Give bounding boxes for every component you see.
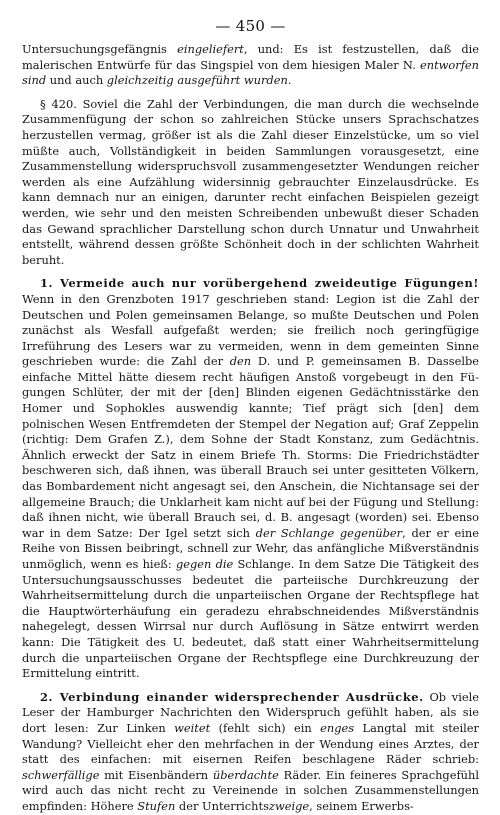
- text-run: Langtal mit steiler Wandung? Vielleicht eher den mehrfachen in der Wendung eines Arztes, der statt des einfachen: mit eisernen Reifen beschlagene Räder schrieb:: [22, 720, 479, 767]
- emphasized-text: zweige: [268, 798, 310, 813]
- text-run: Schlange. In dem Satze Die Tätigkeit des Untersuchungsausschusses bedeutet die parteiische Durchkreuzung der Wahrheitsermittelung durch die unparteiischen Organe der Rechtspflege hat die Hauptwörterhäufung ein geradezu ehrabschneidendes Mißverständnis nahegelegt, dessen Wirrsal nur durch Auflösung in Sätze entwirrt werden kann: Die Tätigkeit des U. bedeutet, daß statt einer Wahrheitsermittelung durch die unparteiischen Organe der Rechtspflege eine Durchkreuzung der Ermittelung eintritt.: [22, 557, 479, 681]
- text-body: [22, 42, 479, 815]
- page-number: — 450 —: [215, 17, 286, 35]
- text-run: Ob viele Leser der Hamburger Nachrichten den Widerspruch gefühlt haben, als sie dort lesen: Zur Linken: [22, 689, 480, 735]
- text-run: § 420. Soviel die Zahl der Verbindungen, die man durch die wechselnde Zusammenfügung der schon so zahlreichen Stücke unsers Sprachschatzes herzustellen vermag, größer ist als die Zahl dieser Einzelstücke, um so viel müßte auch, Vollständigkeit in beiden Sammlungen vorausgesetzt, eine Zusammenstellung widerspruchsvoll zusammengesetzter Wendungen reicher werden als eine Aufzählung widersinnig gebrauchter Einzelausdrücke. Es kann demnach nur an einigen, darunter recht einfachen Beispielen gezeigt werden, wie sehr und den meisten Schreibenden unbewußt dieser Schaden das Gewand sprachlicher Darstellung schon durch Unnatur und Unwahrheit entstellt, während dessen größte Schönheit doch in der schlichten Wahrheit beruht.: [22, 96, 479, 267]
- emphasized-text: überdachte: [212, 767, 279, 782]
- text-run: , der er eine Reihe von Bissen beibringt, schnell zur Wehr, das anfängliche Mißverständnis unmöglich, wenn es hieß:: [22, 525, 479, 571]
- rule-heading: 1. Vermeide auch nur vorübergehend zweideutige Fügungen!: [40, 276, 479, 291]
- paragraph-rule-2: [22, 690, 479, 815]
- rule-heading: 2. Verbindung einander widersprechender Ausdrücke.: [40, 689, 424, 704]
- emphasized-text: Stufen: [137, 798, 176, 813]
- paragraph-section-420: [22, 97, 479, 269]
- paragraph-rule-1: [22, 276, 479, 681]
- emphasized-text: schwerfällige: [22, 767, 100, 782]
- emphasized-text: der Schlange gegenüber: [255, 525, 403, 540]
- text-run: Wenn in den Grenzboten 1917 geschrieben stand: Legion ist die Zahl der Deutschen und Polen gemeinsamen Belange, so mußte Deutschen und Polen zunächst als Wesfall aufgefaßt werden; sie freilich noch geringfügige Irreführung des Lesers war zu vermeiden, wenn in dem gemeinten Sinne geschrieben wurde: die Zahl der: [22, 291, 479, 369]
- emphasized-text: gleichzeitig ausgeführt wurden: [106, 73, 288, 88]
- emphasized-text: enges: [320, 720, 355, 735]
- text-run: und auch: [46, 73, 107, 88]
- text-run: Untersuchungsgefängnis: [22, 42, 178, 56]
- text-run: (fehlt sich) ein: [210, 720, 321, 735]
- text-run: .: [287, 73, 292, 88]
- text-run: Räder. Ein feineres Sprachgefühl wird auch das nicht recht zu Vereinende in solchen Zusammenstellungen empfinden: Höhere: [22, 767, 479, 813]
- emphasized-text: den: [229, 354, 252, 369]
- emphasized-text: entworfen sind: [22, 57, 479, 88]
- emphasized-text: eingeliefert: [177, 42, 244, 56]
- paragraph-continuation: [22, 42, 479, 89]
- text-run: mit Eisenbändern: [99, 767, 213, 782]
- text-run: D. und P. gemeinsamen B. Dasselbe einfache Mittel hätte diesem recht häufigen Anstoß vorgebeugt in den Fügungen Schlüter, der mit der [den] Blinden eigenen Gedächtnisstärke den Homer und Sophokles auswendig kannte; Tief prägt sich [den] dem polnischen Wesen Entfremdeten der Stempel der Negation auf; Graf Zeppelin (richtig: Dem Grafen Z.), dem Sohne der Stadt Konstanz, zum Gedächtnis. Ähnlich erweckt der Satz in einem Briefe Th. Storms: Die Friedrichstädter beschweren sich, daß ihnen, was überall Brauch sei unter gesitteten Völkern, das Bombardement nicht angesagt sei, den Anschein, die Nichtansage sei der allgemeine Brauch; die Unklarheit kam nicht auf bei der Fügung und Stellung: daß ihnen nicht, wie überall Brauch sei, d. B. angesagt (worden) sei. Ebenso war in dem Satze: Der Igel setzt sich: [22, 354, 479, 540]
- emphasized-text: gegen die: [175, 557, 234, 571]
- text-run: der Unterrichts: [175, 798, 269, 813]
- text-run: , seinem Erwerbs-: [309, 798, 414, 813]
- text-run: , und: Es ist festzustellen, daß die malerischen Entwürfe für das Singspiel von dem hiesigen Maler N.: [22, 42, 479, 72]
- emphasized-text: weitet: [174, 720, 211, 735]
